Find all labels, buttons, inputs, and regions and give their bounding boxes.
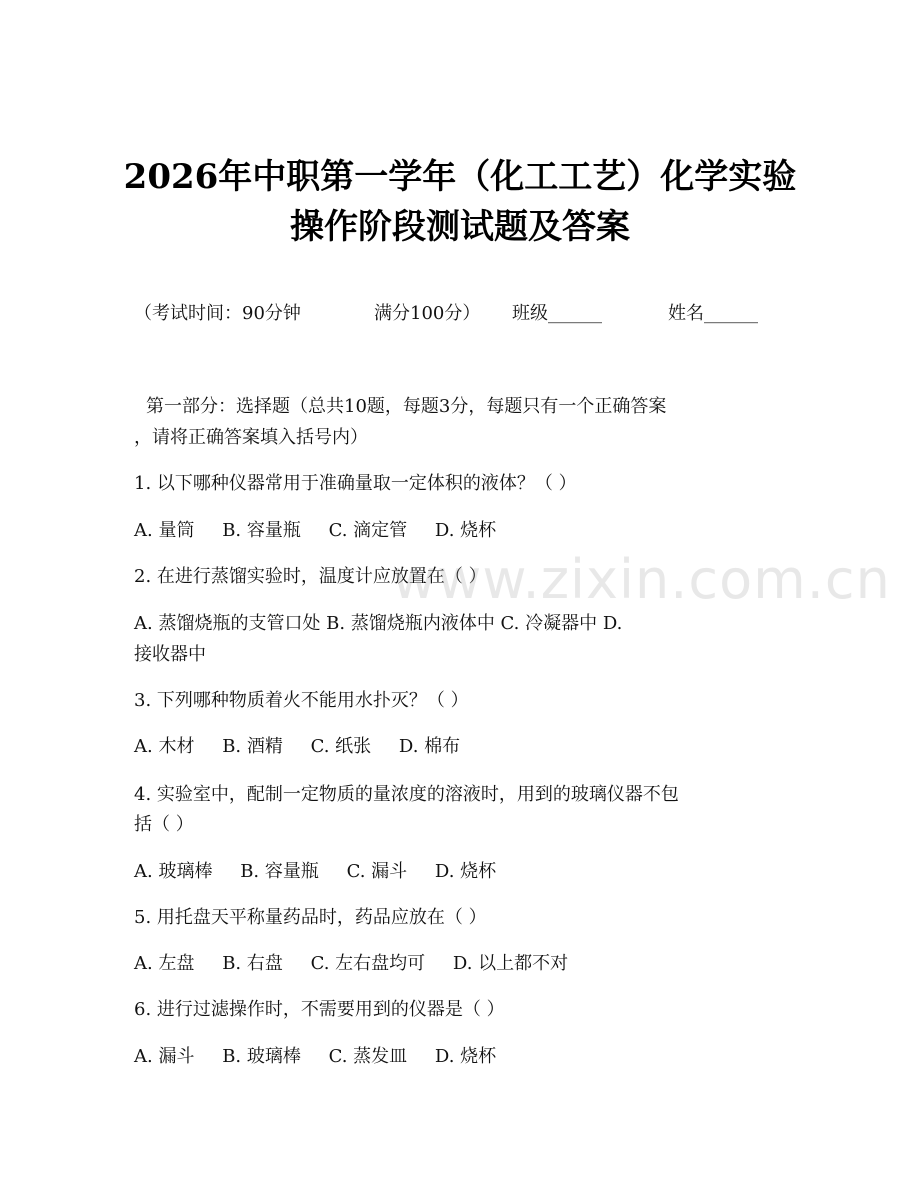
exam-time: （考试时间：90分钟: [134, 303, 301, 324]
option: A. 木材: [134, 736, 195, 757]
option: B. 酒精: [222, 736, 283, 757]
doc-title-line2: 操作阶段测试题及答案: [290, 207, 630, 247]
question-4-stem-line1: 4. 实验室中，配制一定物质的量浓度的溶液时，用到的玻璃仪器不包: [134, 784, 679, 805]
doc-title-line1: 2026年中职第一学年（化工工艺）化学实验: [123, 157, 797, 197]
option: B. 容量瓶: [222, 520, 301, 541]
question-4-options: [134, 858, 496, 886]
question-4-stem-line2: 括（ ）: [134, 814, 194, 835]
question-2-options-line2: 接收器中: [134, 644, 206, 665]
question-1-options: [134, 517, 496, 545]
option: C. 漏斗: [346, 861, 408, 882]
question-6-stem: 6. 进行过滤操作时，不需要用到的仪器是（ ）: [134, 999, 505, 1020]
option: D. 烧杯: [434, 861, 497, 882]
option: B. 右盘: [222, 953, 283, 974]
option: B. 玻璃棒: [222, 1046, 301, 1067]
option: C. 滴定管: [328, 520, 408, 541]
question-3-options: [134, 733, 460, 761]
section-intro-line2: ，请将正确答案填入括号内）: [134, 427, 368, 448]
section-intro-line1: 第一部分：选择题（总共10题，每题3分，每题只有一个正确答案: [146, 396, 667, 417]
option: C. 左右盘均可: [310, 953, 426, 974]
question-6-options: [134, 1043, 496, 1071]
option: D. 以上都不对: [452, 953, 569, 974]
watermark: www.zixin.com.cn: [392, 548, 891, 611]
question-5-options: [134, 950, 568, 978]
option: C. 蒸发皿: [328, 1046, 408, 1067]
option: A. 量筒: [134, 520, 195, 541]
option: D. 烧杯: [434, 1046, 497, 1067]
full-score: 满分100分）: [374, 303, 481, 324]
option: D. 棉布: [398, 736, 461, 757]
option: C. 纸张: [310, 736, 372, 757]
option: A. 漏斗: [134, 1046, 195, 1067]
question-3-stem: 3. 下列哪种物质着火不能用水扑灭？（ ）: [134, 690, 469, 711]
question-5-stem: 5. 用托盘天平称量药品时，药品应放在（ ）: [134, 907, 487, 928]
option: A. 左盘: [134, 953, 195, 974]
class-field: 班级______: [512, 303, 602, 324]
question-1-stem: 1. 以下哪种仪器常用于准确量取一定体积的液体？（ ）: [134, 473, 577, 494]
option: D. 烧杯: [434, 520, 497, 541]
option: A. 玻璃棒: [134, 861, 213, 882]
name-field: 姓名______: [668, 303, 758, 324]
question-2-options-line1: A. 蒸馏烧瓶的支管口处 B. 蒸馏烧瓶内液体中 C. 冷凝器中 D.: [134, 613, 623, 634]
option: B. 容量瓶: [240, 861, 319, 882]
question-2-stem: 2. 在进行蒸馏实验时，温度计应放置在（ ）: [134, 566, 487, 587]
